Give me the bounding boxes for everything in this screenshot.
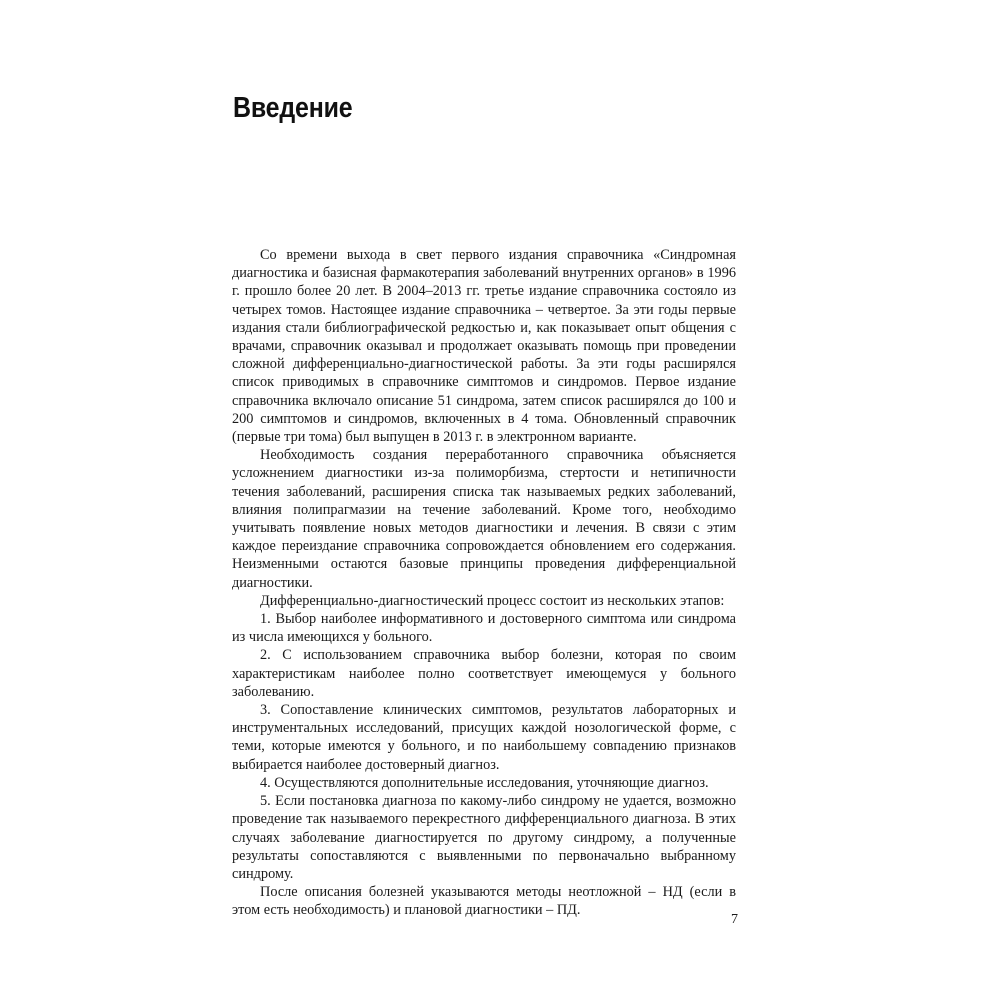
- list-item-step-5: 5. Если постановка диагноза по какому-либо синдрому не удается, возможно проведение так называемого перекрестного дифференциального диагноза. В этих случаях заболевание диагностируется по другому синдрому, а полученные результаты сопоставляются с выявленными по первоначально выбранному синдрому.: [232, 793, 736, 882]
- paragraph-process: Дифференциально-диагностический процесс состоит из нескольких этапов:: [260, 592, 725, 609]
- paragraph-necessity: Необходимость создания переработанного справочника объясняется усложнением диагностики из-за полиморбизма, стертости и нетипичности течения заболеваний, расширения списка так называемых редких заболеваний, влияния полипрагмазии на течение заболеваний. Кроме того, необходимо учитывать появление новых методов диагностики и лечения. В связи с этим каждое переиздание справочника сопровождается обновлением его содержания. Неизменными остаются базовые принципы проведения дифференциальной диагностики.: [232, 447, 736, 591]
- list-item-step-4: 4. Осуществляются дополнительные исследования, уточняющие диагноз.: [260, 774, 709, 791]
- list-item-step-1: 1. Выбор наиболее информативного и достоверного симптома или синдрома из числа имеющихся у больного.: [232, 611, 736, 646]
- list-item-step-2: 2. С использованием справочника выбор болезни, которая по своим характеристикам наиболее полно соответствует имеющемуся у больного заболеванию.: [232, 647, 736, 700]
- page-number: 7: [731, 912, 738, 927]
- paragraph-intro: Со времени выхода в свет первого издания справочника «Синдромная диагностика и базисная фармакотерапия заболеваний внутренних органов» в 1996 г. прошло более 20 лет. В 2004–2013 гг. третье издание справочника состояло из четырех томов. Настоящее издание справочника – четвертое. За эти годы первые издания стали библиографической редкостью и, как показывает опыт общения с врачами, справочник оказывал и продолжает оказывать помощь при проведении сложной дифференциально-диагностической работы. За эти годы расширялся список приводимых в справочнике симптомов и синдромов. Первое издание справочника включало описание 51 синдрома, затем список расширялся до 100 и 200 симптомов и синдромов, включенных в 4 тома. Обновленный справочник (первые три тома) был выпущен в 2013 г. в электронном варианте.: [232, 247, 736, 446]
- body-text: [232, 246, 736, 920]
- chapter-title: Введение: [233, 92, 353, 124]
- paragraph-closing: После описания болезней указываются методы неотложной – НД (если в этом есть необходимость) и плановой диагностики – ПД.: [232, 884, 736, 919]
- list-item-step-3: 3. Сопоставление клинических симптомов, результатов лабораторных и инструментальных исследований, присущих каждой нозологической форме, с теми, которые имеются у больного, и по наибольшему совпадению признаков выбирается наиболее достоверный диагноз.: [232, 702, 736, 773]
